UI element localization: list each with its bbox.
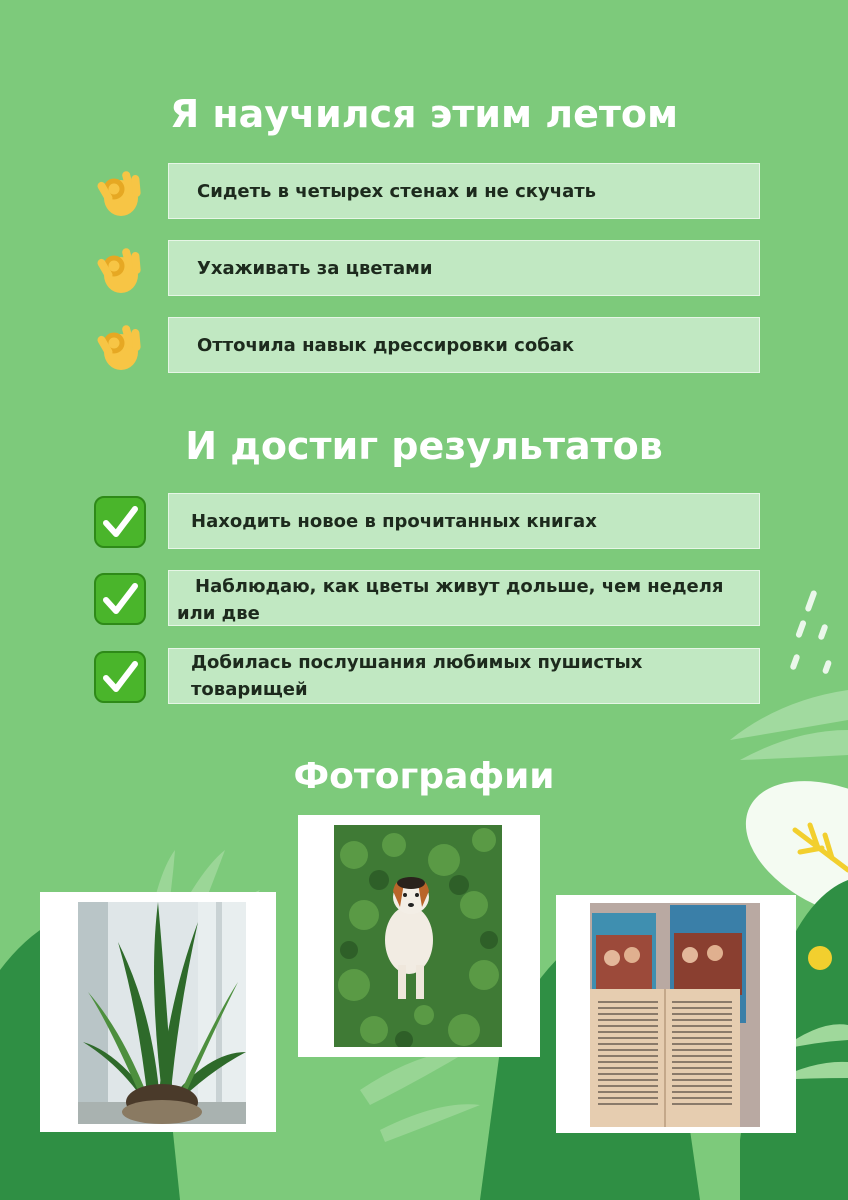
- results-item-box: [168, 648, 760, 704]
- results-item-text: Находить новое в прочитанных книгах: [191, 510, 597, 532]
- ok-hand-icon: [94, 165, 146, 219]
- photo-frame-books: [556, 895, 796, 1133]
- results-item-text: Добилась послушания любимых пушистых товарищей: [191, 652, 643, 700]
- learned-title: Я научился этим летом: [169, 92, 679, 136]
- photo-frame-plant: [40, 892, 276, 1132]
- learned-item-text: Отточила навык дрессировки собак: [197, 334, 575, 356]
- learned-item-box: [168, 163, 760, 219]
- results-title: И достиг результатов: [185, 424, 663, 468]
- check-mark-button-icon: [94, 572, 146, 626]
- results-item-box: [168, 570, 760, 626]
- ok-hand-icon: [94, 319, 146, 373]
- results-item-text: Наблюдаю, как цветы живут дольше, чем неделя или две: [177, 576, 724, 624]
- learned-item: [92, 317, 760, 375]
- learned-item-text: Ухаживать за цветами: [197, 257, 433, 279]
- results-item: [92, 570, 760, 628]
- photos-title: Фотографии: [293, 756, 555, 797]
- dog-photo: [334, 825, 502, 1047]
- houseplant-photo: [78, 902, 246, 1124]
- results-item: [92, 493, 760, 551]
- results-item-box: [168, 493, 760, 549]
- learned-item-box: [168, 240, 760, 296]
- books-photo: [590, 903, 760, 1127]
- learned-item: [92, 240, 760, 298]
- learned-item: [92, 163, 760, 221]
- results-item: [92, 648, 760, 706]
- learned-item-text: Сидеть в четырех стенах и не скучать: [197, 180, 597, 202]
- check-mark-button-icon: [94, 650, 146, 704]
- check-mark-button-icon: [94, 495, 146, 549]
- ok-hand-icon: [94, 242, 146, 296]
- learned-item-box: [168, 317, 760, 373]
- photo-frame-dog: [298, 815, 540, 1057]
